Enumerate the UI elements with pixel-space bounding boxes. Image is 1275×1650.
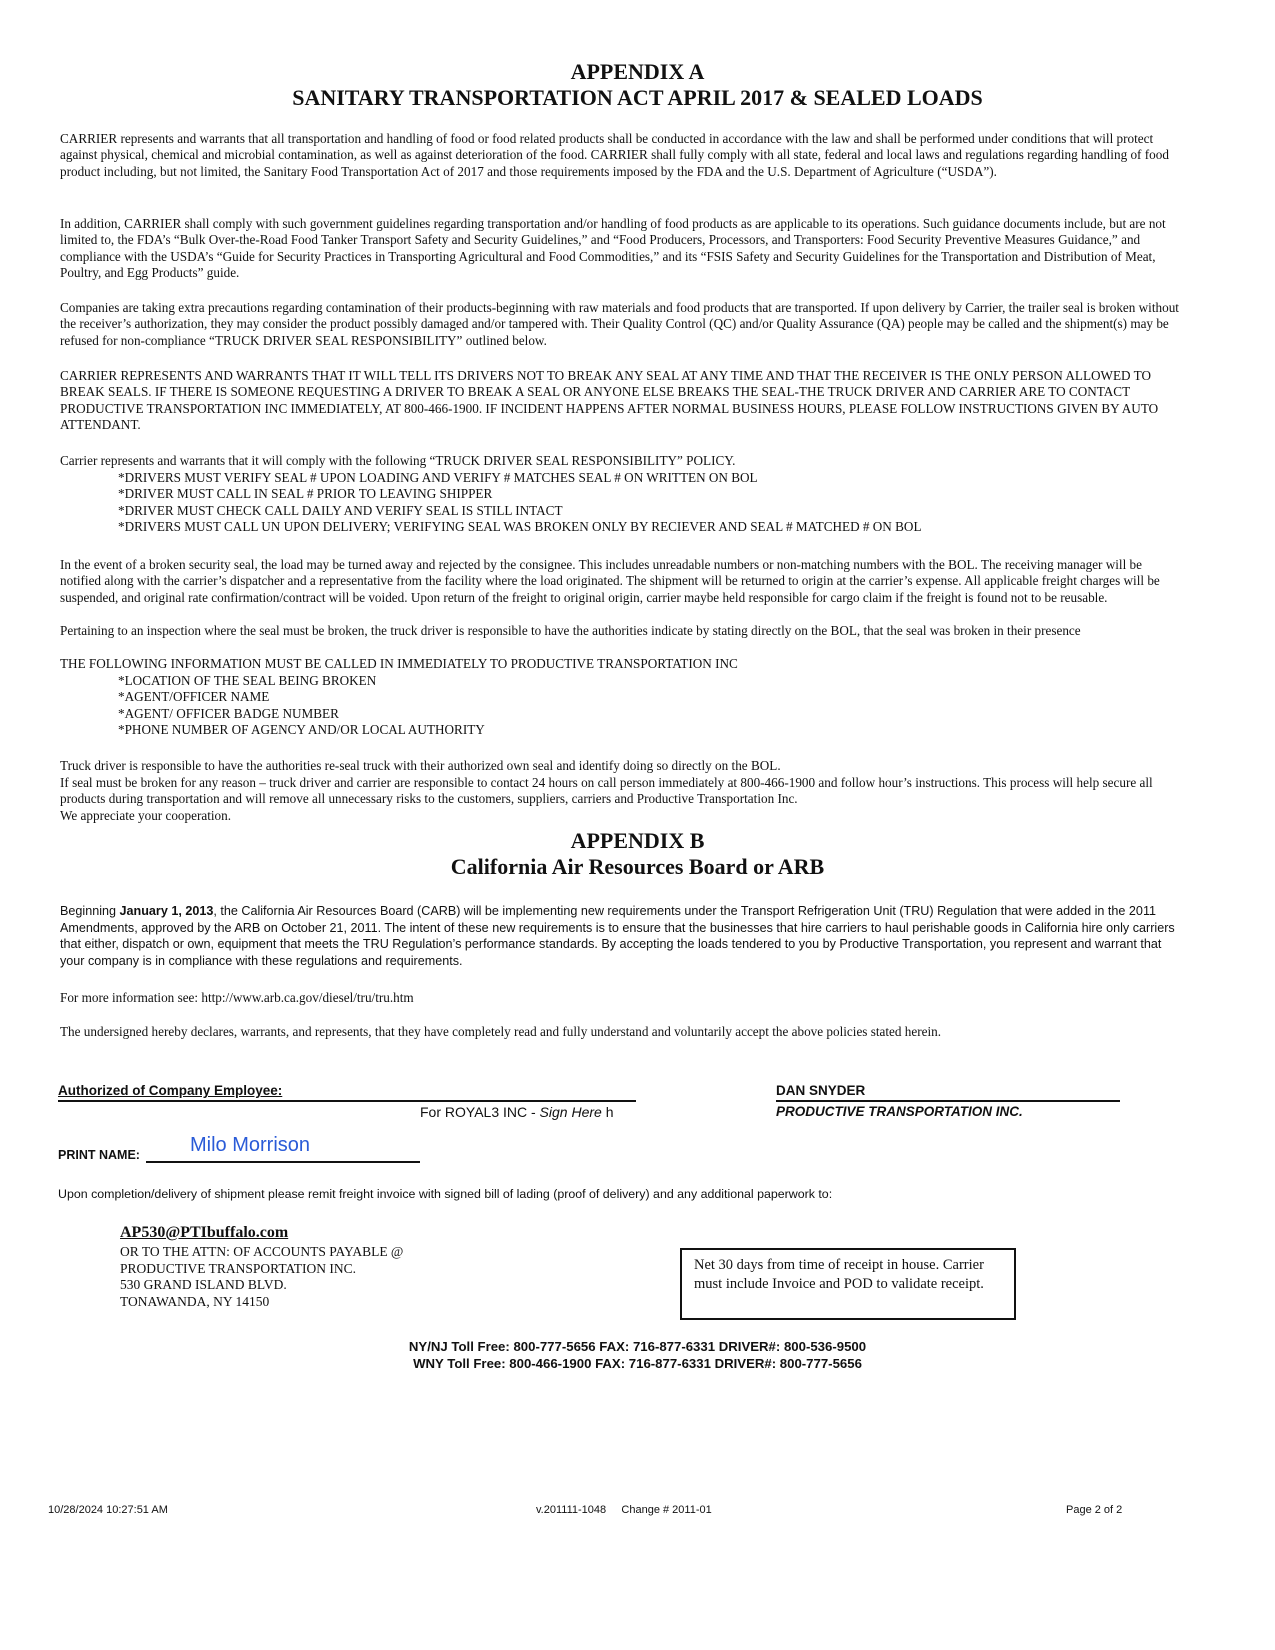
footer-timestamp: 10/28/2024 10:27:51 AM [48, 1504, 168, 1516]
sign-for-prefix: For ROYAL3 INC - [420, 1104, 540, 1120]
counterparty-name: DAN SNYDER [776, 1083, 866, 1098]
info-item: *PHONE NUMBER OF AGENCY AND/OR LOCAL AUTHORITY [118, 722, 485, 738]
on-call-paragraph: If seal must be broken for any reason – truck driver and carrier are responsible to contact 24 hours on call person immediately at 800-466-1900 and follow hour’s instructions. This process will help secure all products during transportation and will remove all unnecessary risks to the customers, suppliers, carriers and Productive Transportation Inc. [60, 775, 1153, 807]
carb-text-rest: , the California Air Resources Board (CARB) will be implementing new requirements under the Transport Refrigeration Unit (TRU) Regulation that were added in the 2011 Amendments, approved by the ARB on October 21, 2011. The intent of these new requirements is to ensure that the businesses that hire carriers to haul perishable goods in California hire only carriers that either, dispatch or own, equipment that meets the TRU Regulation’s performance standards. By accepting the loads tendered to you by Productive Transportation, you represent and warrant that your company is in compliance with these regulations and requirements. [60, 904, 1175, 968]
appendix-b-heading: APPENDIX B [570, 828, 705, 853]
remit-address [120, 1244, 403, 1310]
authorized-label: Authorized of Company Employee: [58, 1083, 283, 1098]
declaration-line: The undersigned hereby declares, warrants, and represents, that they have completely read and fully understand and voluntarily accept the above policies stated herein. [60, 1024, 942, 1039]
info-item: *LOCATION OF THE SEAL BEING BROKEN [118, 673, 377, 688]
seal-warranty-paragraph: CARRIER REPRESENTS AND WARRANTS THAT IT WILL TELL ITS DRIVERS NOT TO BREAK ANY SEAL AT ANY TIME AND THAT THE RECEIVER IS THE ONLY PERSON ALLOWED TO BREAK SEALS. IF THERE IS SOMEONE REQUESTING A DRIVER TO BREAK A SEAL OR ANYONE ELSE BREAKS THE SEAL-THE TRUCK DRIVER AND CARRIER ARE TO CONTACT PRODUCTIVE TRANSPORTATION INC IMMEDIATELY, AT 800-466-1900. IF INCIDENT HAPPENS AFTER NORMAL BUSINESS HOURS, PLEASE FOLLOW INSTRUCTIONS GIVEN BY AUTO ATTENDANT. [60, 368, 1159, 433]
print-name-line [146, 1161, 420, 1163]
address-line: OR TO THE ATTN: OF ACCOUNTS PAYABLE @ [120, 1244, 404, 1259]
appreciation-line: We appreciate your cooperation. [60, 808, 232, 823]
footer-version: v.201111-1048 Change # 2011-01 [536, 1504, 712, 1516]
more-info-line: For more information see: http://www.arb.ca.gov/diesel/tru/tru.htm [60, 990, 414, 1005]
inspection-paragraph: Pertaining to an inspection where the seal must be broken, the truck driver is responsible to have the authorities indicate by stating directly on the BOL, that the seal was broken in their presence [60, 623, 1081, 638]
appendix-a-subheading: SANITARY TRANSPORTATION ACT APRIL 2017 & SEALED LOADS [292, 85, 983, 110]
policy-intro: Carrier represents and warrants that it will comply with the following “TRUCK DRIVER SEAL RESPONSIBILITY” POLICY. [60, 453, 736, 468]
sign-for-caption [420, 1104, 614, 1120]
remit-instruction: Upon completion/delivery of shipment please remit freight invoice with signed bill of lading (proof of delivery) and any additional paperwork to: [58, 1187, 833, 1201]
appendix-b-subheading: California Air Resources Board or ARB [450, 854, 825, 879]
counterparty-company: PRODUCTIVE TRANSPORTATION INC. [776, 1104, 1023, 1119]
carb-text-start: Beginning [60, 904, 120, 918]
contact-line-ny-nj: NY/NJ Toll Free: 800-777-5656 FAX: 716-877-6331 DRIVER#: 800-536-9500 [408, 1339, 867, 1354]
print-name-label: PRINT NAME: [58, 1148, 140, 1162]
sign-suffix: h [601, 1104, 614, 1120]
footer-page-number: Page 2 of 2 [1066, 1504, 1123, 1516]
sign-here-label: Sign Here [539, 1104, 602, 1120]
policy-item: *DRIVER MUST CHECK CALL DAILY AND VERIFY SEAL IS STILL INTACT [118, 502, 563, 518]
print-name-value[interactable]: Milo Morrison [190, 1134, 311, 1156]
appendix-a-heading: APPENDIX A [570, 59, 705, 84]
info-item: *AGENT/OFFICER NAME [118, 689, 270, 705]
carb-effective-date: January 1, 2013 [119, 904, 214, 918]
policy-item: *DRIVERS MUST CALL UN UPON DELIVERY; VERIFYING SEAL WAS BROKEN ONLY BY RECIEVER AND SEAL # MATCHED # ON BOL [118, 519, 922, 535]
policy-item: *DRIVERS MUST VERIFY SEAL # UPON LOADING AND VERIFY # MATCHES SEAL # ON WRITTEN ON BOL [118, 470, 758, 485]
address-line: PRODUCTIVE TRANSPORTATION INC. [120, 1260, 356, 1276]
info-item: *AGENT/ OFFICER BADGE NUMBER [118, 705, 339, 721]
address-line: 530 GRAND ISLAND BLVD. [120, 1277, 287, 1292]
reseal-paragraph: Truck driver is responsible to have the authorities re-seal truck with their authorized own seal and identify doing so directly on the BOL. [60, 758, 781, 773]
counterparty-signature-line [776, 1100, 1120, 1102]
info-list [118, 673, 1178, 739]
appendix-a-paragraph-1: CARRIER represents and warrants that all transportation and handling of food or food related products shall be conducted in accordance with the law and shall be performed under conditions that will protect against physical, chemical and microbial contamination, as well as against deterioration of the food. CARRIER shall fully comply with all state, federal and local laws and regulations regarding handling of food product including, but not limited, the Sanitary Food Transportation Act of 2017 and those requirements imposed by the FDA and the U.S. Department of Agriculture (“USDA”). [60, 131, 1169, 179]
remit-email-link[interactable]: AP530@PTIbuffalo.com [120, 1224, 289, 1241]
signature-line[interactable] [58, 1100, 636, 1102]
carb-paragraph [60, 903, 1180, 969]
policy-list [118, 470, 1178, 536]
payment-terms-box: Net 30 days from time of receipt in house. Carrier must include Invoice and POD to validate receipt. [680, 1248, 1016, 1320]
appendix-a-paragraph-2: In addition, CARRIER shall comply with such government guidelines regarding transportation and/or handling of food products as are applicable to its operations. Such guidance documents include, but are not limited to, the FDA’s “Bulk Over-the-Road Food Tanker Transport Safety and Security Guidelines,” and “Food Producers, Processors, and Transporters: Food Security Preventive Measures Guidance,” and compliance with the USDA’s “Guide for Security Practices in Transporting Agricultural and Food Commodities,” and its “FSIS Safety and Security Guidelines for the Transportation and Distribution of Meat, Poultry, and Egg Products” guide. [60, 216, 1166, 281]
info-intro: THE FOLLOWING INFORMATION MUST BE CALLED IN IMMEDIATELY TO PRODUCTIVE TRANSPORTATION INC [60, 656, 738, 671]
address-line: TONAWANDA, NY 14150 [120, 1293, 270, 1309]
policy-item: *DRIVER MUST CALL IN SEAL # PRIOR TO LEAVING SHIPPER [118, 486, 493, 502]
contact-line-wny: WNY Toll Free: 800-466-1900 FAX: 716-877-6331 DRIVER#: 800-777-5656 [413, 1356, 862, 1371]
appendix-a-paragraph-3: Companies are taking extra precautions regarding contamination of their products-beginning with raw materials and food products that are transported. If upon delivery by Carrier, the trailer seal is broken without the receiver’s authorization, they may consider the product possibly damaged and/or tampered with. Their Quality Control (QC) and/or Quality Assurance (QA) people may be called and the shipment(s) may be refused for non-compliance “TRUCK DRIVER SEAL RESPONSIBILITY” outlined below. [60, 300, 1179, 348]
broken-seal-paragraph: In the event of a broken security seal, the load may be turned away and rejected by the consignee. This includes unreadable numbers or non-matching numbers with the BOL. The receiving manager will be notified along with the carrier’s dispatcher and a representative from the facility where the load originated. The shipment will be returned to origin at the carrier’s expense. All applicable freight charges will be suspended, and original rate confirmation/contract will be voided. Upon return of the freight to original origin, carrier maybe held responsible for cargo claim if the freight is found not to be reusable. [60, 557, 1160, 605]
